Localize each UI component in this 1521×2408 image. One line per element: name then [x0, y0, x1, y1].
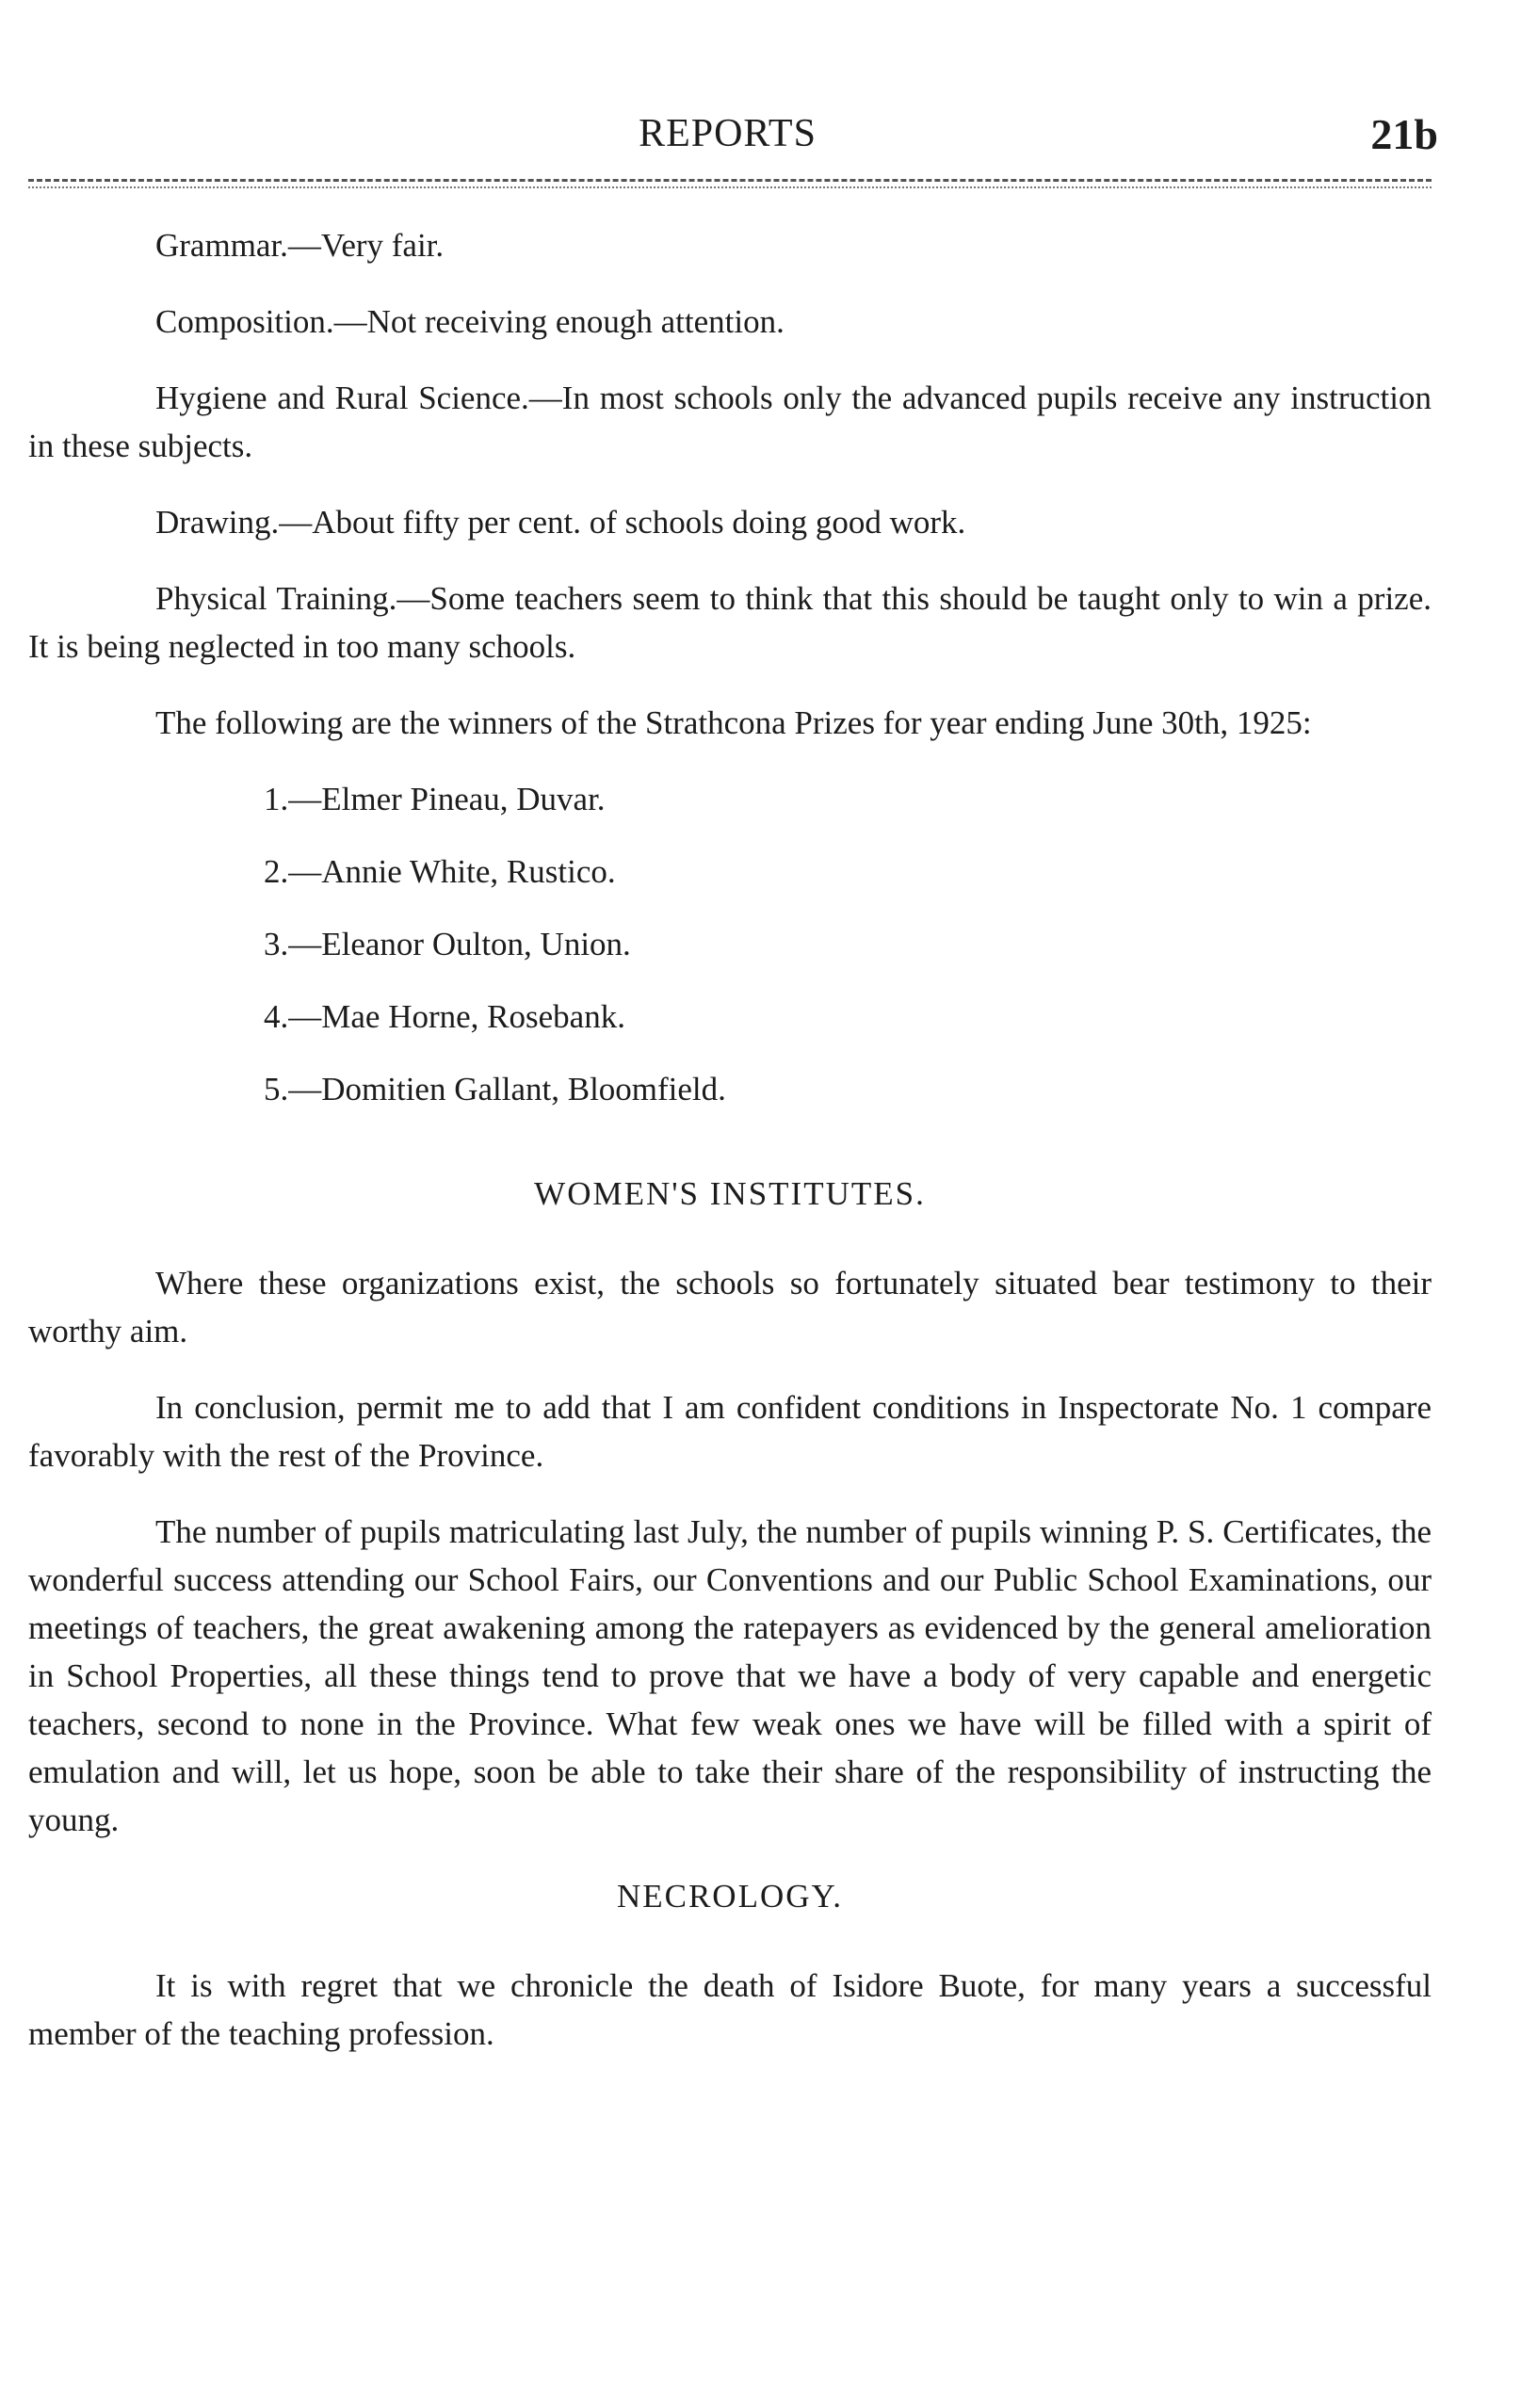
paragraph-physical-training: Physical Training.—Some teachers seem to think that this should be taught only to win a prize. It is being neglected in too many schools. [28, 580, 1432, 665]
heading-necrology: NECROLOGY. [616, 1878, 844, 1915]
paragraph-conclusion: In conclusion, permit me to add that I am confident conditions in Inspectorate No. 1 compare favorably with the rest of the Province. [28, 1389, 1432, 1474]
running-title: REPORTS [639, 112, 817, 155]
paragraph-hygiene: Hygiene and Rural Science.—In most schools only the advanced pupils receive any instruction in these subjects. [28, 380, 1432, 464]
list-item: 4.—Mae Horne, Rosebank. [264, 998, 625, 1035]
paragraph-grammar: Grammar.—Very fair. [155, 227, 445, 264]
paragraph-prizes-intro: The following are the winners of the Strathcona Prizes for year ending June 30th, 1925: [155, 704, 1312, 741]
running-header [0, 111, 1521, 168]
prize-winners-list [28, 775, 1432, 1138]
header-rule-secondary [28, 186, 1432, 188]
paragraph-composition: Composition.—Not receiving enough attention. [155, 303, 785, 340]
list-item: 1.—Elmer Pineau, Duvar. [264, 781, 606, 817]
heading-womens-institutes: WOMEN'S INSTITUTES. [534, 1175, 926, 1212]
page-number: 21b [1370, 110, 1438, 158]
header-rule [28, 179, 1432, 182]
list-item: 2.—Annie White, Rustico. [264, 853, 616, 890]
list-item: 3.—Eleanor Oulton, Union. [264, 926, 631, 962]
paragraph-necrology: It is with regret that we chronicle the death of Isidore Buote, for many years a successful member of the teaching profession. [28, 1967, 1432, 2052]
paragraph-organizations: Where these organizations exist, the schools so fortunately situated bear testimony to their worthy aim. [28, 1265, 1432, 1349]
list-item: 5.—Domitien Gallant, Bloomfield. [264, 1071, 726, 1107]
paragraph-achievements: The number of pupils matriculating last July, the number of pupils winning P. S. Certificates, the wonderful success attending our School Fairs, our Conventions and our Public School Examinations, our meetings of teachers, the great awakening among the ratepayers as evidenced by the general amelioration in School Properties, all these things tend to prove that we have a body of very capable and energetic teachers, second to none in the Province. What few weak ones we have will be filled with a spirit of emulation and will, let us hope, soon be able to take their share of the responsibility of instructing the young. [28, 1513, 1432, 1838]
body-text [28, 221, 1432, 2086]
paragraph-drawing: Drawing.—About fifty per cent. of schools doing good work. [155, 504, 966, 541]
